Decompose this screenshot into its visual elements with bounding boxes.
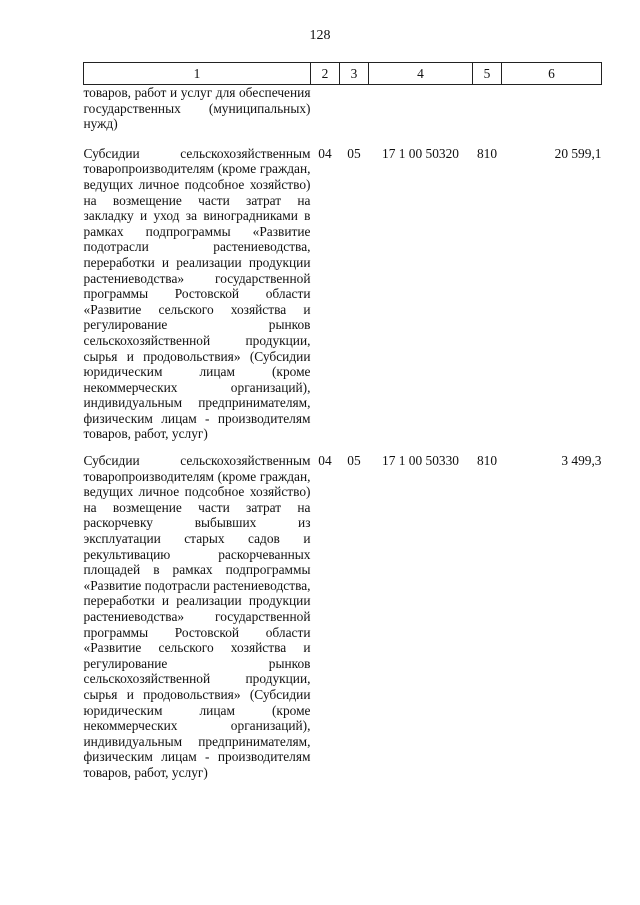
row-expense-type-code: 810: [476, 145, 498, 161]
row-subsection-code: 05: [347, 145, 361, 161]
column-header-6: 6: [502, 63, 602, 85]
continuation-text: товаров, работ и услуг для обеспечения государственных (муниципальных) нужд): [83, 85, 311, 132]
table-header-row: [84, 63, 602, 85]
row-section-code: 04: [318, 145, 332, 161]
row-expense-type-code: 810: [476, 453, 498, 469]
column-header-5: 5: [473, 63, 502, 85]
row-section-code: 04: [318, 453, 332, 469]
column-header-2: 2: [311, 63, 340, 85]
row-target-article-code: 17 1 00 50330: [382, 453, 459, 469]
page-number: 128: [309, 28, 331, 43]
row-amount: 20 599,1: [554, 145, 602, 161]
table-row: [84, 453, 602, 791]
column-header-4: 4: [369, 63, 473, 85]
row-description: Субсидии сельскохозяйственным товаропроизводителям (кроме граждан, ведущих личное подсобное хозяйство) на возмещение части затрат на закладку и уход за виноградниками в рамках подпрограммы «Развитие подотрасли растениеводства, переработки и реализации продукции растениеводства» государственной программы Ростовской области «Развитие сельского хозяйства и регулирование рынков сельскохозяйственной продукции, сырья и продовольствия» (Субсидии юридическим лицам (кроме некоммерческих организаций), индивидуальным предпринимателям, физическим лицам - производителям товаров, работ, услуг): [83, 145, 311, 442]
row-subsection-code: 05: [347, 453, 361, 469]
row-description: Субсидии сельскохозяйственным товаропроизводителям (кроме граждан, ведущих личное подсобное хозяйство) на возмещение части затрат на раскорчевку выбывших из эксплуатации старых садов и рекультивацию раскорчеванных площадей в рамках подпрограммы «Развитие подотрасли растениеводства, переработки и реализации продукции растениеводства» государственной программы Ростовской области «Развитие сельского хозяйства и регулирование рынков сельскохозяйственной продукции, сырья и продовольствия» (Субсидии юридическим лицам (кроме некоммерческих организаций), индивидуальным предпринимателям, физическим лицам - производителям товаров, работ, услуг): [83, 453, 311, 780]
row-amount: 3 499,3: [561, 453, 602, 469]
budget-table: [83, 62, 602, 792]
row-target-article-code: 17 1 00 50320: [382, 145, 459, 161]
table-row: [84, 146, 602, 453]
column-header-1: 1: [84, 63, 311, 85]
continuation-row: [84, 85, 602, 146]
column-header-3: 3: [340, 63, 369, 85]
